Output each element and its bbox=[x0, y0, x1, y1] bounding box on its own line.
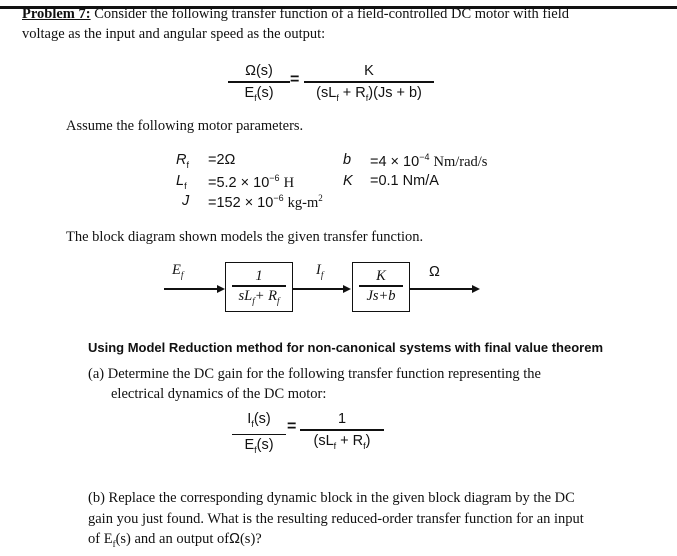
block-intro: The block diagram shown models the given transfer function. bbox=[66, 229, 424, 245]
param-j-value: $=152 \times 10^{-6}$ $kg-m^2$ bbox=[208, 193, 323, 211]
part-b-line1: (b) Replace the corresponding dynamic block in the given block diagram by the DC bbox=[88, 490, 575, 506]
part-a-tf-lhs: $I_f(s)$ $E_f(s)$ bbox=[232, 410, 286, 459]
main-tf-rhs bbox=[304, 62, 434, 106]
assume-text: Assume the following motor parameters. bbox=[66, 118, 304, 134]
bd-arrowhead-input bbox=[217, 285, 225, 293]
bd-mid-label: $I_f$ bbox=[316, 262, 324, 280]
bd-arrow-mid bbox=[292, 288, 344, 290]
param-rf: $R_f$ bbox=[176, 152, 189, 170]
part-b-line2: gain you just found. What is the resulting reduced-order transfer function for an input bbox=[88, 511, 584, 527]
main-tf-rhs-den: $(sL_f + R_f)(Js + b)$ bbox=[316, 84, 422, 103]
method-heading: Using Model Reduction method for non-canonical systems with final value theorem bbox=[88, 340, 604, 355]
bd-block-electrical bbox=[225, 262, 293, 312]
param-k: K bbox=[343, 173, 353, 189]
bd-arrowhead-output bbox=[472, 285, 480, 293]
problem-label: Problem 7: bbox=[22, 6, 91, 22]
part-a-tf-rhs: 1 $(sL_f + R_f)$ bbox=[300, 410, 384, 454]
bd-output-label: Ω bbox=[429, 264, 440, 280]
problem-intro-text: Consider the following transfer function of a field-controlled DC motor with field bbox=[94, 6, 569, 22]
part-a-line1: (a) Determine the DC gain for the following transfer function representing the bbox=[88, 366, 541, 382]
bd-block2-num: K bbox=[376, 268, 386, 284]
main-tf-lhs-bar bbox=[228, 81, 290, 83]
main-tf-lhs bbox=[228, 62, 290, 106]
bd-block-mechanical bbox=[352, 262, 410, 312]
part-b-line3: of $E_f(s)$ and an output ofΩ(s)? bbox=[88, 531, 262, 549]
param-k-value: =0.1 Nm/A bbox=[370, 173, 439, 189]
param-rf-value: =2Ω bbox=[208, 152, 236, 168]
bd-block2-den: Js+b bbox=[366, 287, 396, 304]
part-a-equals: = bbox=[287, 418, 297, 435]
part-a-line2: electrical dynamics of the DC motor: bbox=[111, 386, 327, 402]
main-tf-rhs-num: K bbox=[364, 63, 374, 79]
param-b: b bbox=[343, 152, 352, 168]
bd-arrow-input bbox=[164, 288, 218, 290]
main-tf-equals: = bbox=[290, 71, 300, 88]
param-b-value: $=4 \times 10^{-4}$ Nm/rad/s bbox=[370, 152, 488, 170]
param-lf: $L_f$ bbox=[176, 173, 187, 191]
problem-intro-line1 bbox=[22, 6, 569, 23]
bd-block1-den: $sL_f+ R_f$ bbox=[238, 287, 280, 306]
bd-arrow-output bbox=[409, 288, 473, 290]
param-lf-value: $=5.2 \times 10^{-6}$ H bbox=[208, 173, 295, 191]
bd-block1-num: 1 bbox=[255, 268, 263, 284]
bd-arrowhead-mid bbox=[343, 285, 351, 293]
main-tf-rhs-bar bbox=[304, 81, 434, 83]
problem-intro-line2: voltage as the input and angular speed as the output: bbox=[22, 26, 326, 42]
main-tf-lhs-den: $E_f(s)$ bbox=[244, 84, 274, 103]
main-tf-lhs-num: Ω(s) bbox=[245, 63, 273, 79]
param-j: J bbox=[182, 193, 190, 209]
bd-input-label: $E_f$ bbox=[172, 262, 184, 280]
